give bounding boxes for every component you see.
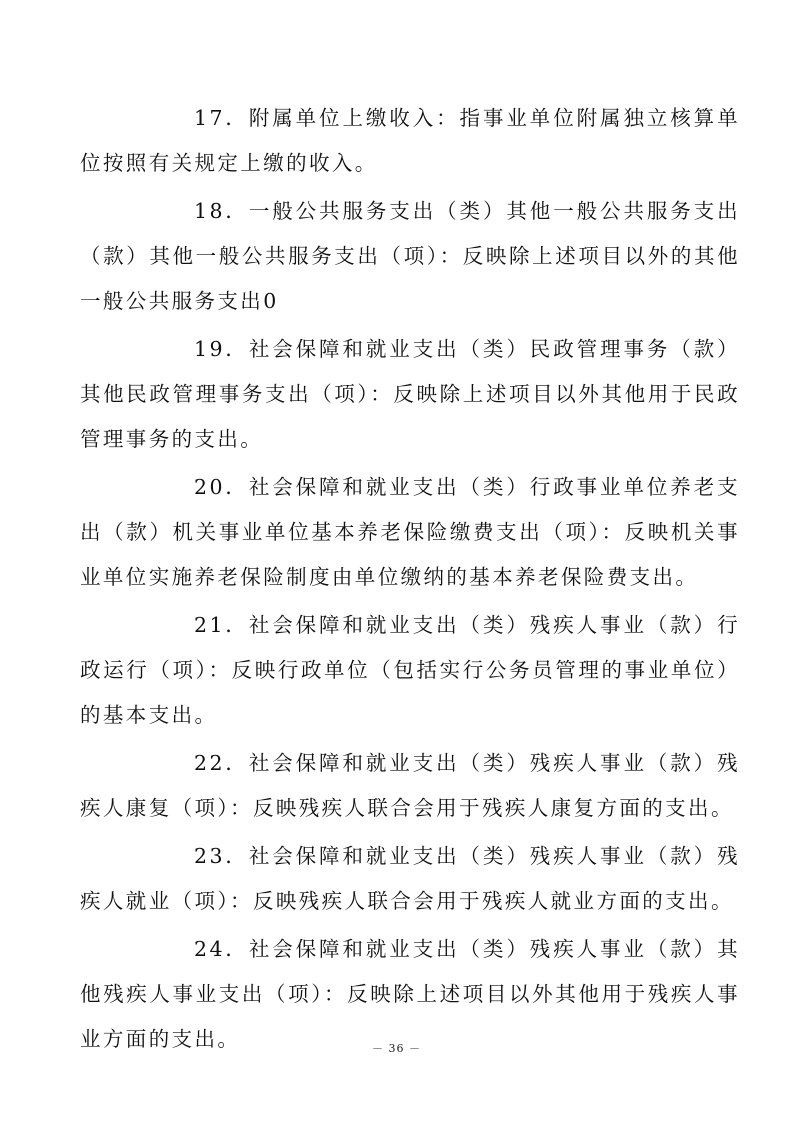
paragraph-item-21: 21．社会保障和就业支出（类）残疾人事业（款）行政运行（项）：反映行政单位（包括实行公务员管理的事业单位）的基本支出。	[80, 613, 740, 727]
paragraph-item-24: 24．社会保障和就业支出（类）残疾人事业（款）其他残疾人事业支出（项）：反映除上述项目以外其他用于残疾人事业方面的支出。	[80, 937, 740, 1051]
page-number: － 36 －	[372, 1042, 421, 1055]
paragraph-item-19: 19．社会保障和就业支出（类）民政管理事务（款）其他民政管理事务支出（项）：反映除上述项目以外其他用于民政管理事务的支出。	[80, 337, 740, 451]
paragraph-item-20: 20．社会保障和就业支出（类）行政事业单位养老支出（款）机关事业单位基本养老保险缴费支出（项）：反映机关事业单位实施养老保险制度由单位缴纳的基本养老保险费支出。	[80, 475, 740, 589]
paragraph-item-22: 22．社会保障和就业支出（类）残疾人事业（款）残疾人康复（项）：反映残疾人联合会用于残疾人康复方面的支出。	[80, 751, 740, 820]
document-body	[80, 96, 740, 1065]
paragraph-item-23: 23．社会保障和就业支出（类）残疾人事业（款）残疾人就业（项）：反映残疾人联合会用于残疾人就业方面的支出。	[80, 844, 740, 913]
paragraph-item-17: 17．附属单位上缴收入：指事业单位附属独立核算单位按照有关规定上缴的收入。	[80, 106, 740, 175]
paragraph-item-18: 18．一般公共服务支出（类）其他一般公共服务支出（款）其他一般公共服务支出（项）：反映除上述项目以外的其他一般公共服务支出0	[80, 199, 740, 313]
